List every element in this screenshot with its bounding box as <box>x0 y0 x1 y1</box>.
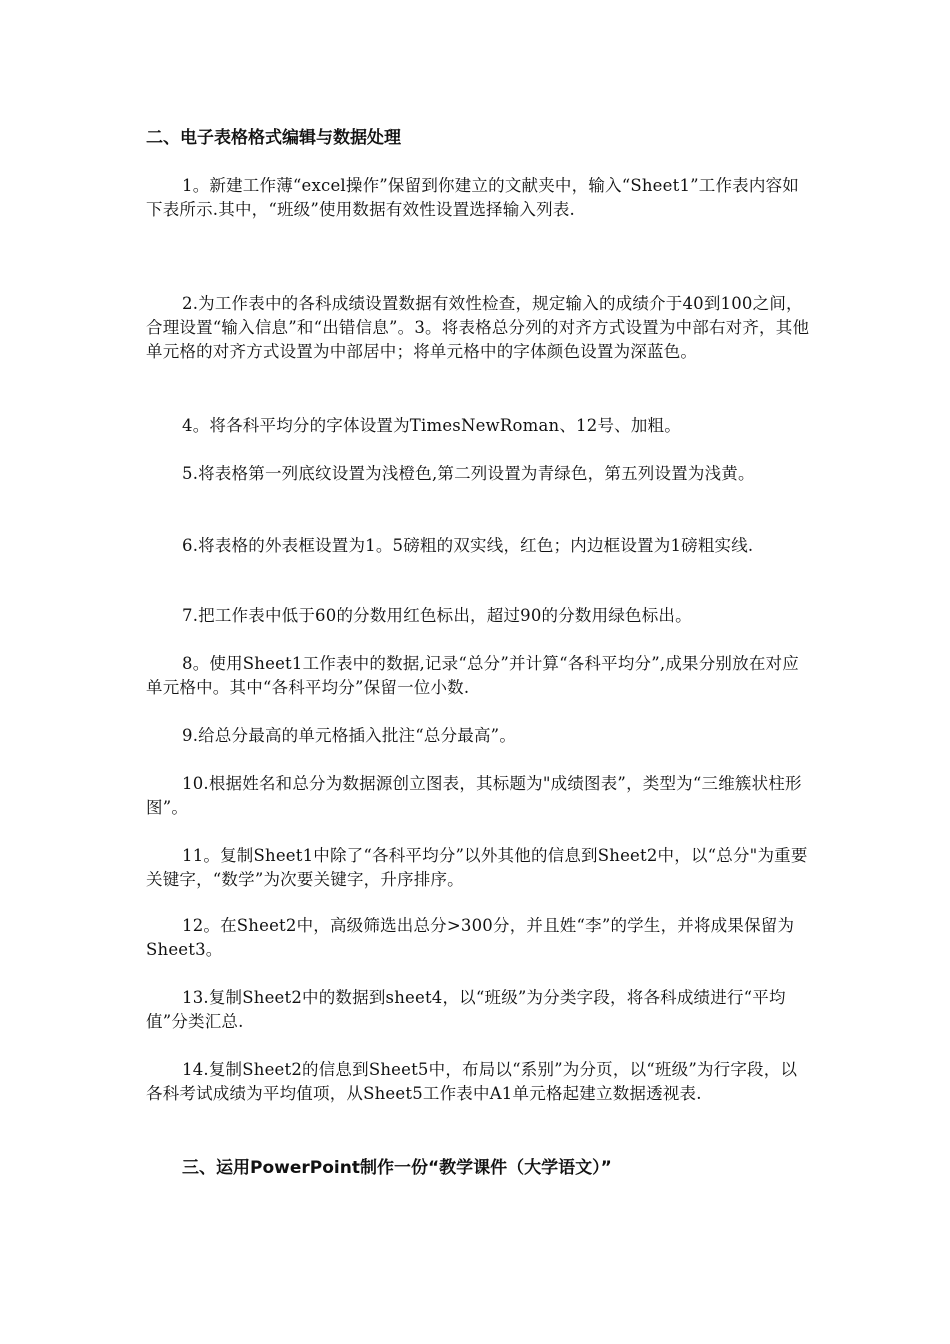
list-item-1: 1。新建工作薄“excel操作”保留到你建立的文献夹中，输入“Sheet1”工作表内容如下表所示.其中，“班级”使用数据有效性设置选择输入列表. <box>146 176 799 219</box>
list-item-4: 4。将各科平均分的字体设置为TimesNewRoman、12号、加粗。 <box>182 416 681 435</box>
list-item-10: 10.根据姓名和总分为数据源创立图表，其标题为"成绩图表”，类型为“三维簇状柱形图”。 <box>146 774 802 817</box>
section-two-title: 二、电子表格格式编辑与数据处理 <box>146 128 401 148</box>
list-item-13: 13.复制Sheet2中的数据到sheet4，以“班级”为分类字段，将各科成绩进行“平均值”分类汇总. <box>146 988 786 1031</box>
list-item-11: 11。复制Sheet1中除了“各科平均分”以外其他的信息到Sheet2中，以“总分"为重要关键字，“数学”为次要关键字，升序排序。 <box>146 846 808 889</box>
list-item-5: 5.将表格第一列底纹设置为浅橙色,第二列设置为青绿色，第五列设置为浅黄。 <box>182 464 755 483</box>
list-item-7: 7.把工作表中低于60的分数用红色标出，超过90的分数用绿色标出。 <box>182 606 692 625</box>
list-item-6: 6.将表格的外表框设置为1。5磅粗的双实线，红色；内边框设置为1磅粗实线. <box>182 536 754 555</box>
section-three-title: 三、运用PowerPoint制作一份“教学课件（大学语文）” <box>182 1158 612 1178</box>
list-item-9: 9.给总分最高的单元格插入批注“总分最高”。 <box>182 726 517 745</box>
list-item-2: 2.为工作表中的各科成绩设置数据有效性检查，规定输入的成绩介于40到100之间，合理设置“输入信息”和“出错信息”。3。将表格总分列的对齐方式设置为中部右对齐，其他单元格的对齐方式设置为中部居中；将单元格中的字体颜色设置为深蓝色。 <box>146 294 810 361</box>
list-item-12: 12。在Sheet2中，高级筛选出总分>300分，并且姓“李”的学生，并将成果保留为Sheet3。 <box>146 916 795 959</box>
list-item-8: 8。使用Sheet1工作表中的数据,记录“总分”并计算“各科平均分”,成果分别放在对应单元格中。其中“各科平均分”保留一位小数. <box>146 654 799 697</box>
list-item-14: 14.复制Sheet2的信息到Sheet5中，布局以“系别”为分页，以“班级”为行字段，以各科考试成绩为平均值项，从Sheet5工作表中A1单元格起建立数据透视表. <box>146 1060 798 1103</box>
